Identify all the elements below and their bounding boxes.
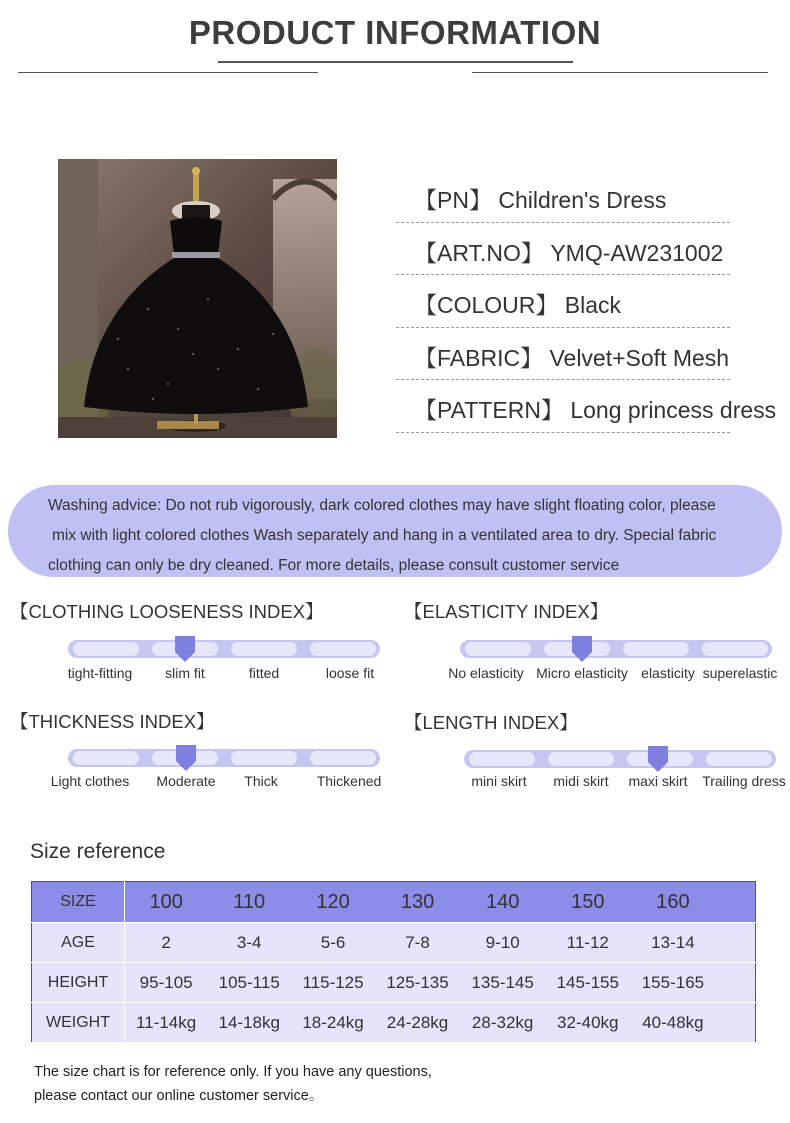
table-cell: 160 [630,882,715,923]
length-segment [469,752,535,766]
table-cell-spacer [716,882,756,923]
table-cell: 125-135 [375,963,460,1003]
length-marker-icon [648,746,668,772]
length-option-label: midi skirt [553,773,609,789]
info-row-art-no: 【ART.NO】 YMQ-AW231002 [396,223,756,276]
table-cell: 130 [375,882,460,923]
looseness-option-label: slim fit [165,665,205,681]
elasticity-marker-icon [572,636,592,662]
table-cell: 11-14kg [125,1003,208,1043]
table-cell: 110 [207,882,291,923]
table-cell: 145-155 [545,963,630,1003]
looseness-option-label: fitted [248,665,280,681]
table-cell: 95-105 [125,963,208,1003]
washing-advice-banner [8,485,782,577]
table-cell: 115-125 [291,963,375,1003]
page-title: PRODUCT INFORMATION [188,14,602,51]
row-label: AGE [32,923,125,963]
table-cell: 135-145 [460,963,545,1003]
row-label: WEIGHT [32,1003,125,1043]
product-info-list [396,170,777,433]
table-cell-spacer [716,1003,756,1043]
table-cell: 3-4 [207,923,291,963]
looseness-marker-icon [175,636,195,662]
elasticity-segment [623,642,689,656]
thickness-segment [310,751,376,765]
table-row [32,882,756,923]
divider-left [18,72,318,73]
elasticity-segment [465,642,531,656]
looseness-track [68,640,380,658]
length-option-label: maxi skirt [628,773,688,789]
thickness-segment [231,751,297,765]
table-cell: 150 [545,882,630,923]
table-cell-spacer [716,963,756,1003]
looseness-segment [310,642,376,656]
thickness-track [68,749,380,767]
elasticity-option-label: Micro elasticity [536,665,628,681]
table-cell: 7-8 [375,923,460,963]
table-cell: 14-18kg [207,1003,291,1043]
looseness-option-label: loose fit [325,665,375,681]
table-cell: 100 [125,882,208,923]
size-note: The size chart is for reference only. If you have any questions, please contact our online customer service。 [34,1064,432,1104]
table-cell: 5-6 [291,923,375,963]
elasticity-option-label: No elasticity [448,665,524,681]
product-photo [58,159,337,438]
looseness-option-label: tight-fitting [67,665,133,681]
table-cell: 40-48kg [630,1003,715,1043]
length-segment [548,752,614,766]
elasticity-option-label: elasticity [641,665,695,681]
table-row [32,963,756,1003]
table-cell: 140 [460,882,545,923]
thickness-option-label: Light clothes [50,773,130,789]
looseness-segment [231,642,297,656]
table-cell: 32-40kg [545,1003,630,1043]
info-row-pn: 【PN】 Children's Dress [396,170,756,223]
table-cell: 18-24kg [291,1003,375,1043]
thickness-index-title: 【THICKNESS INDEX】 [10,711,215,732]
elasticity-segment [702,642,768,656]
washing-advice-text: Washing advice: Do not rub vigorously, dark colored clothes may have slight floating color, please mix with light colored clothes Wash separately and hang in a ventilated area to dry. Special fabric clothing can only be dry cleaned. For more details, please consult customer service [48,497,717,574]
length-option-label: mini skirt [471,773,527,789]
table-cell: 120 [291,882,375,923]
table-cell: 24-28kg [375,1003,460,1043]
row-label: SIZE [32,882,125,923]
length-segment [706,752,772,766]
length-index-title: 【LENGTH INDEX】 [404,712,578,733]
table-cell: 2 [125,923,208,963]
elasticity-track [460,640,772,658]
size-reference-title: Size reference [30,840,166,863]
thickness-option-label: Moderate [156,773,216,789]
table-cell: 155-165 [630,963,715,1003]
table-row [32,1003,756,1043]
table-cell: 13-14 [630,923,715,963]
info-row-pattern: 【PATTERN】 Long princess dress [396,380,756,433]
info-row-colour: 【COLOUR】 Black [396,275,756,328]
table-cell: 105-115 [207,963,291,1003]
table-cell: 28-32kg [460,1003,545,1043]
looseness-index-title: 【CLOTHING LOOSENESS INDEX】 [10,601,324,622]
length-track [464,750,776,768]
thickness-segment [73,751,139,765]
elasticity-index-title: 【ELASTICITY INDEX】 [404,601,609,622]
length-option-label: Trailing dress [702,773,786,789]
divider-right [472,72,768,73]
row-label: HEIGHT [32,963,125,1003]
thickness-marker-icon [176,745,196,771]
thickness-option-label: Thick [244,773,278,789]
looseness-segment [73,642,139,656]
table-cell: 11-12 [545,923,630,963]
table-cell-spacer [716,923,756,963]
elasticity-option-label: superelastic [702,665,778,681]
size-table [31,881,756,1043]
thickness-option-label: Thickened [316,773,382,789]
table-cell: 9-10 [460,923,545,963]
info-row-fabric: 【FABRIC】 Velvet+Soft Mesh [396,328,756,381]
table-row [32,923,756,963]
title-underline [218,61,573,63]
